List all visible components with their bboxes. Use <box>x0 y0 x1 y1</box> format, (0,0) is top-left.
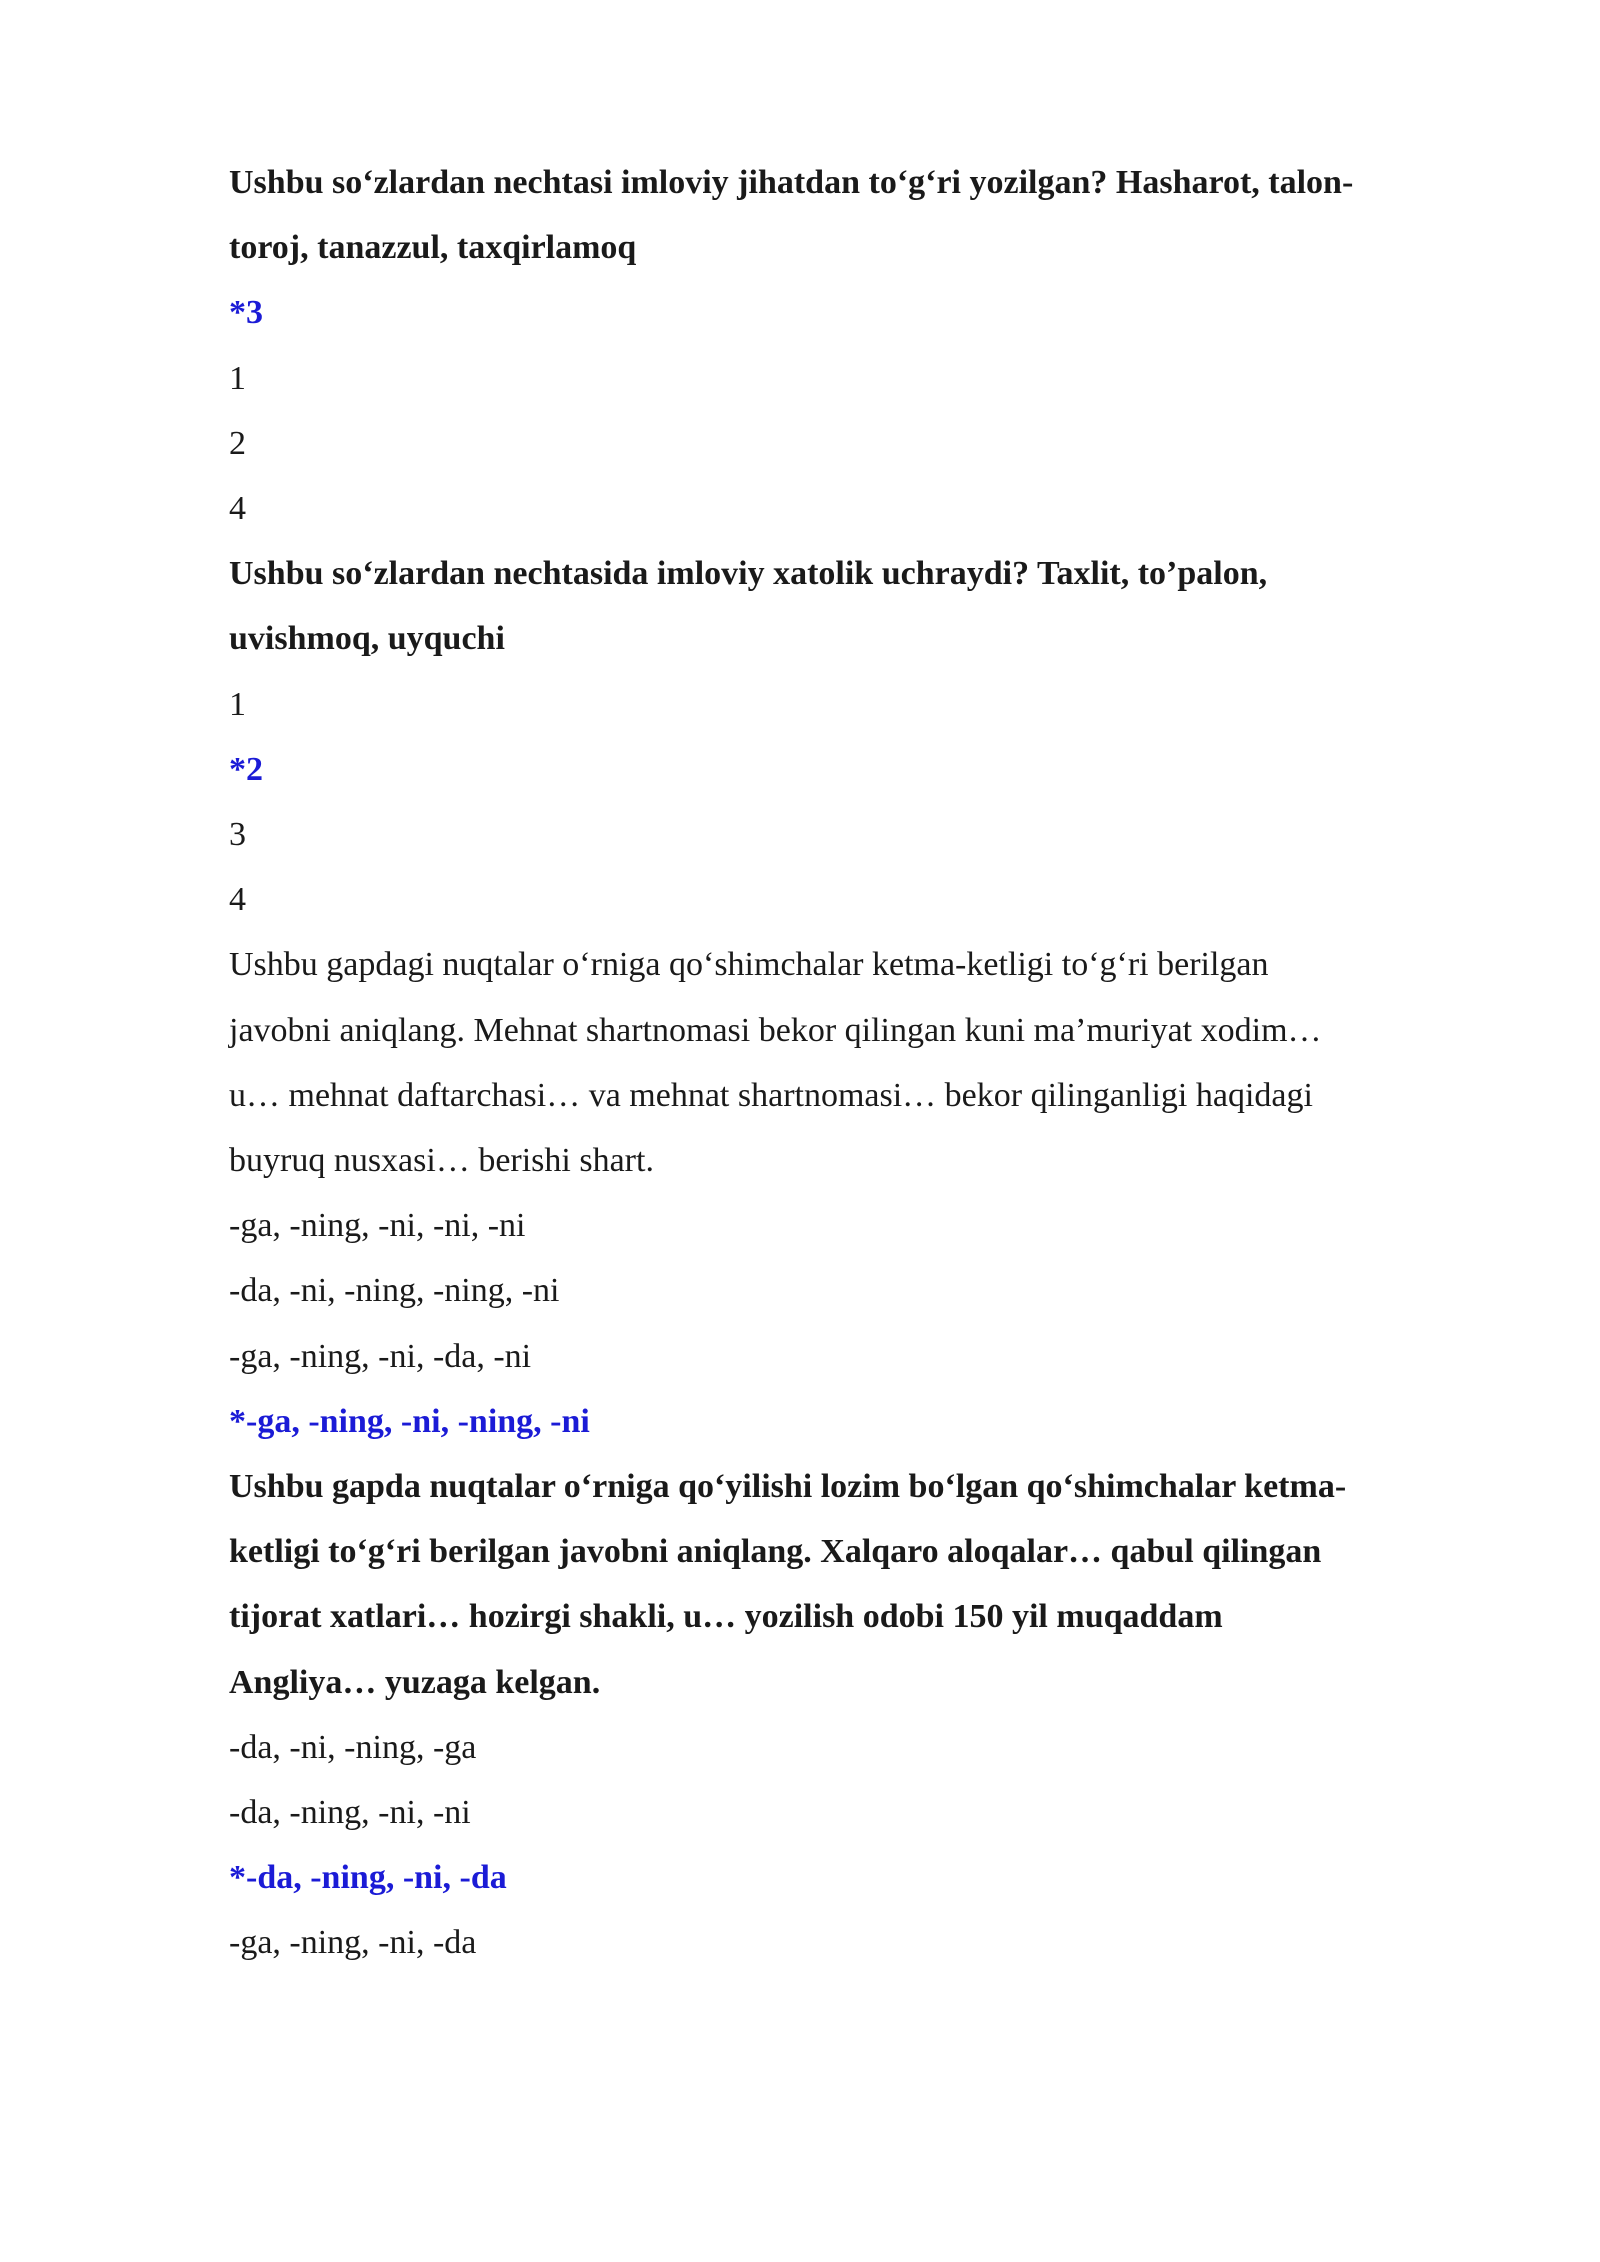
answer-option: 3 <box>229 816 246 854</box>
answer-option-correct: *-da, -ning, -ni, -da <box>229 1859 507 1897</box>
answer-option: 1 <box>229 359 246 397</box>
answer-option: 4 <box>229 490 246 528</box>
answer-option: 1 <box>229 685 246 723</box>
question-1 <box>229 150 1489 541</box>
question-text-line: Angliya… yuzaga kelgan. <box>229 1663 601 1701</box>
answer-option: -da, -ni, -ning, -ga <box>229 1728 477 1766</box>
answer-option: -ga, -ning, -ni, -da <box>229 1924 477 1962</box>
answer-option: -ga, -ning, -ni, -da, -ni <box>229 1337 532 1375</box>
question-text-line: ketligi to‘g‘ri berilgan javobni aniqlang. Xalqaro aloqalar… qabul qilingan <box>229 1533 1322 1571</box>
question-3 <box>229 932 1489 1454</box>
question-4 <box>229 1454 1489 1976</box>
answer-options <box>229 1193 1489 1454</box>
answer-options <box>229 672 1489 933</box>
answer-option: -da, -ning, -ni, -ni <box>229 1794 471 1832</box>
answer-options <box>229 1715 1489 1976</box>
answer-option-correct: *3 <box>229 294 263 332</box>
question-text-line: uvishmoq, uyquchi <box>229 620 505 658</box>
question-text-line: u… mehnat daftarchasi… va mehnat shartnomasi… bekor qilinganligi haqidagi <box>229 1076 1313 1114</box>
answer-option: -ga, -ning, -ni, -ni, -ni <box>229 1207 526 1245</box>
document-page <box>229 150 1489 1976</box>
question-2 <box>229 541 1489 932</box>
question-text-line: Ushbu so‘zlardan nechtasi imloviy jihatdan to‘g‘ri yozilgan? Hasharot, talon- <box>229 164 1354 201</box>
question-text-line: Ushbu gapdagi nuqtalar o‘rniga qo‘shimchalar ketma-ketligi to‘g‘ri berilgan <box>229 946 1269 984</box>
question-text-line: buyruq nusxasi… berishi shart. <box>229 1142 654 1180</box>
question-text-line: tijorat xatlari… hozirgi shakli, u… yozilish odobi 150 yil muqaddam <box>229 1598 1223 1636</box>
answer-options <box>229 280 1489 541</box>
question-text-line: javobni aniqlang. Mehnat shartnomasi bekor qilingan kuni ma’muriyat xodim… <box>229 1011 1322 1049</box>
answer-option: 4 <box>229 881 246 919</box>
answer-option-correct: *2 <box>229 750 263 788</box>
answer-option-correct: *-ga, -ning, -ni, -ning, -ni <box>229 1402 590 1440</box>
answer-option: -da, -ni, -ning, -ning, -ni <box>229 1272 560 1310</box>
question-text-line: toroj, tanazzul, taxqirlamoq <box>229 229 637 267</box>
answer-option: 2 <box>229 424 246 462</box>
question-text-line: Ushbu so‘zlardan nechtasida imloviy xatolik uchraydi? Taxlit, to’palon, <box>229 555 1268 593</box>
question-text-line: Ushbu gapda nuqtalar o‘rniga qo‘yilishi lozim bo‘lgan qo‘shimchalar ketma- <box>229 1468 1347 1506</box>
